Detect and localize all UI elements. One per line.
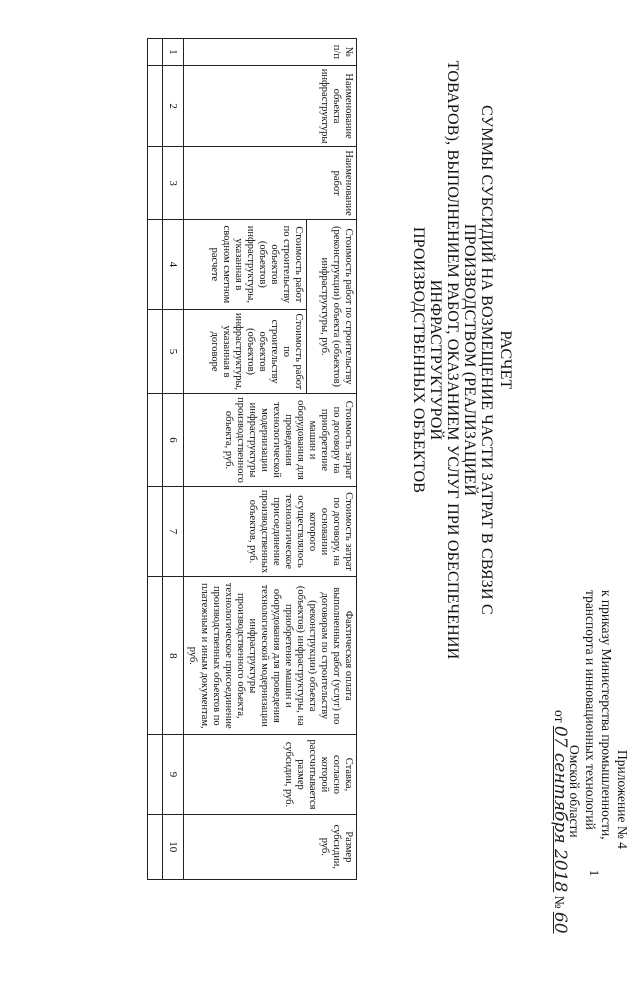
annex-line-1: к приказу Министерства промышленности,: [599, 590, 614, 840]
header-work-name: Наименование работ: [184, 147, 357, 219]
title-line-3: ПРОИЗВОДСТВЕННЫХ ОБЪЕКТОВ: [410, 226, 427, 494]
header-connection-cost: Стоимость затрат по договору, на основании которого осуществлялось технологическое присоединение производственных объектов, руб.: [184, 486, 357, 576]
header-construction-cost-group: Стоимость работ по строительству (реконструкции) объекта (объектов) инфраструктуры, руб.: [307, 219, 357, 393]
header-subsidy-amount: Размер субсидии, руб.: [184, 814, 357, 879]
document-title: [410, 60, 514, 660]
column-number: 2: [163, 65, 184, 147]
column-number: 1: [163, 39, 184, 66]
handwritten-date: 07 сентября 2018: [550, 725, 570, 893]
annex-line-3: Омской области: [567, 745, 582, 838]
table-cell: [148, 735, 163, 814]
calculation-table: [147, 38, 357, 880]
table-cell: [148, 219, 163, 309]
title-line-2: ТОВАРОВ), ВЫПОЛНЕНИЕМ РАБОТ, ОКАЗАНИЕМ УСЛУГ ПРИ ОБЕСПЕЧЕНИИ ИНФРАСТРУКТУРОЙ: [427, 60, 461, 660]
header-number: № п/п: [184, 39, 357, 66]
header-rate: Ставка, согласно которой рассчитывается размер субсидии, руб.: [184, 735, 357, 814]
header-estimate-cost: Стоимость работ по строительству объектов (объектов) инфраструктуры, указанная в сводном сметном расчете: [184, 219, 307, 309]
table-cell: [148, 394, 163, 487]
number-prefix: №: [552, 895, 567, 909]
column-number: 5: [163, 309, 184, 393]
date-prefix: от: [552, 710, 567, 723]
handwritten-number: 60: [550, 911, 570, 934]
annex-title: Приложение № 4: [615, 750, 630, 849]
annex-date-line: [550, 710, 570, 934]
title-heading: РАСЧЕТ: [497, 330, 514, 390]
table-cell: [148, 39, 163, 66]
page-number: 1: [587, 869, 602, 877]
table-column-numbers-row: [163, 39, 184, 880]
annex-line-2: транспорта и инновационных технологий: [583, 590, 598, 830]
table-row: [148, 39, 163, 880]
column-number: 8: [163, 577, 184, 735]
header-contract-cost: Стоимость работ по строительству объектов (объектов) инфраструктуры, указанная в договоре: [184, 309, 307, 393]
column-number: 9: [163, 735, 184, 814]
column-number: 7: [163, 486, 184, 576]
title-line-1: СУММЫ СУБСИДИЙ НА ВОЗМЕЩЕНИЕ ЧАСТИ ЗАТРАТ В СВЯЗИ С ПРОИЗВОДСТВОМ (РЕАЛИЗАЦИЕЙ: [461, 105, 495, 615]
table-cell: [148, 65, 163, 147]
annex-header: [566, 590, 630, 990]
table-cell: [148, 309, 163, 393]
table-header-row: [307, 39, 357, 880]
column-number: 6: [163, 394, 184, 487]
column-number: 3: [163, 147, 184, 219]
column-number: 10: [163, 814, 184, 879]
table-cell: [148, 814, 163, 879]
column-number: 4: [163, 219, 184, 309]
table-cell: [148, 486, 163, 576]
header-object-name: Наименование объекта инфраструктуры: [184, 65, 357, 147]
table-cell: [148, 577, 163, 735]
header-equipment-cost: Стоимость затрат по договору на приобретение машин и оборудования для проведения технологической модернизации инфраструктуры производственного объекта, руб.: [184, 394, 357, 487]
header-actual-payment: Фактическая оплата выполненных работ (услуг) по договорам по строительству (реконструкции) объекта (объектов) инфраструктуры, на приобретение машин и оборудования для проведения технологической модернизации инфраструктуры производственного объекта, технологическое присоединение производственных объектов по платежным и иным документам, руб.: [184, 577, 357, 735]
table-cell: [148, 147, 163, 219]
